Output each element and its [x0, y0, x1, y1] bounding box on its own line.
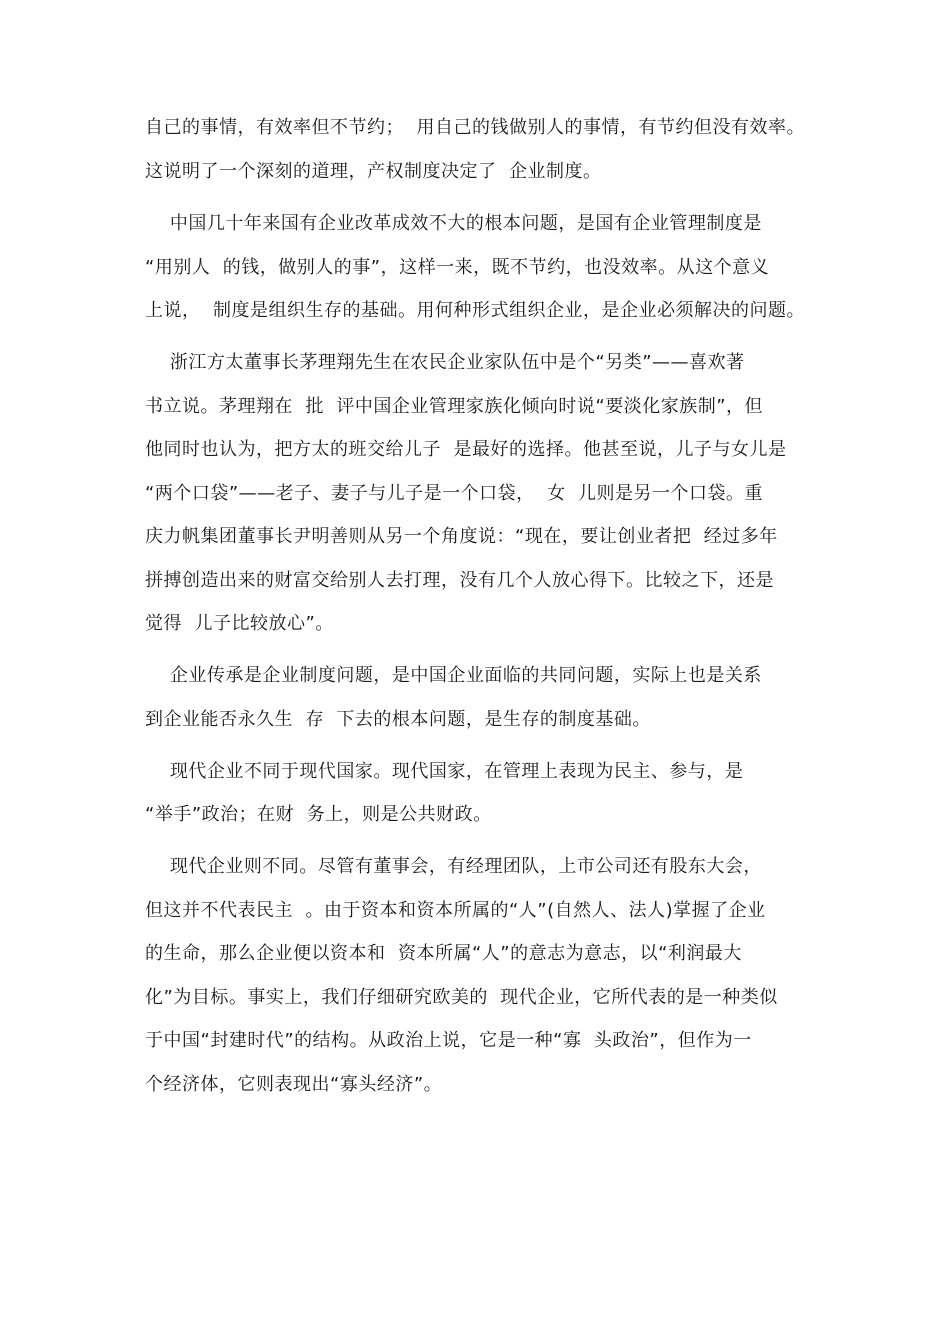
- text-line: 化”为目标。事实上，我们仔细研究欧美的 现代企业，它所代表的是一种类似: [145, 987, 778, 1008]
- text-line: 的生命，那么企业便以资本和 资本所属“人”的意志为意志，以“利润最大: [145, 943, 742, 964]
- text-line: “用别人 的钱，做别人的事”，这样一来，既不节约，也没效率。从这个意义: [145, 257, 770, 278]
- text-line: “举手”政治；在财 务上，则是公共财政。: [145, 804, 492, 825]
- text-line: 书立说。茅理翔在 批 评中国企业管理家族化倾向时说“要淡化家族制”，但: [145, 396, 764, 417]
- text-line: 上说， 制度是组织生存的基础。用何种形式组织企业，是企业必须解决的问题。: [145, 300, 805, 321]
- text-line: 这说明了一个深刻的道理，产权制度决定了 企业制度。: [145, 161, 602, 182]
- text-line: 拼搏创造出来的财富交给别人去打理，没有几个人放心得下。比较之下，还是: [145, 570, 774, 591]
- text-line: 觉得 儿子比较放心”。: [145, 613, 334, 634]
- text-line: 现代企业不同于现代国家。现代国家，在管理上表现为民主、参与，是: [145, 761, 744, 782]
- text-line: 但这并不代表民主 。由于资本和资本所属的“人”(自然人、法人)掌握了企业: [145, 900, 766, 921]
- text-line: 浙江方太董事长茅理翔先生在农民企业家队伍中是个“另类”——喜欢著: [145, 352, 745, 373]
- text-line: 个经济体，它则表现出“寡头经济”。: [145, 1074, 443, 1095]
- text-line: 现代企业则不同。尽管有董事会，有经理团队，上市公司还有股东大会，: [145, 856, 762, 877]
- text-line: 他同时也认为，把方太的班交给儿子 是最好的选择。他甚至说，儿子与女儿是: [145, 439, 787, 460]
- text-line: 于中国“封建时代”的结构。从政治上说，它是一种“寡 头政治”，但作为一: [145, 1030, 752, 1051]
- text-line: “两个口袋”——老子、妻子与儿子是一个口袋， 女 儿则是另一个口袋。重: [145, 483, 764, 504]
- text-line: 企业传承是企业制度问题，是中国企业面临的共同问题，实际上也是关系: [145, 665, 762, 686]
- text-line: 到企业能否永久生 存 下去的根本问题，是生存的制度基础。: [145, 709, 651, 730]
- text-line: 中国几十年来国有企业改革成效不大的根本问题，是国有企业管理制度是: [145, 213, 762, 234]
- text-line: 自己的事情，有效率但不节约； 用自己的钱做别人的事情，有节约但没有效率。: [145, 117, 805, 138]
- text-line: 庆力帆集团董事长尹明善则从另一个角度说：“现在，要让创业者把 经过多年: [145, 526, 778, 547]
